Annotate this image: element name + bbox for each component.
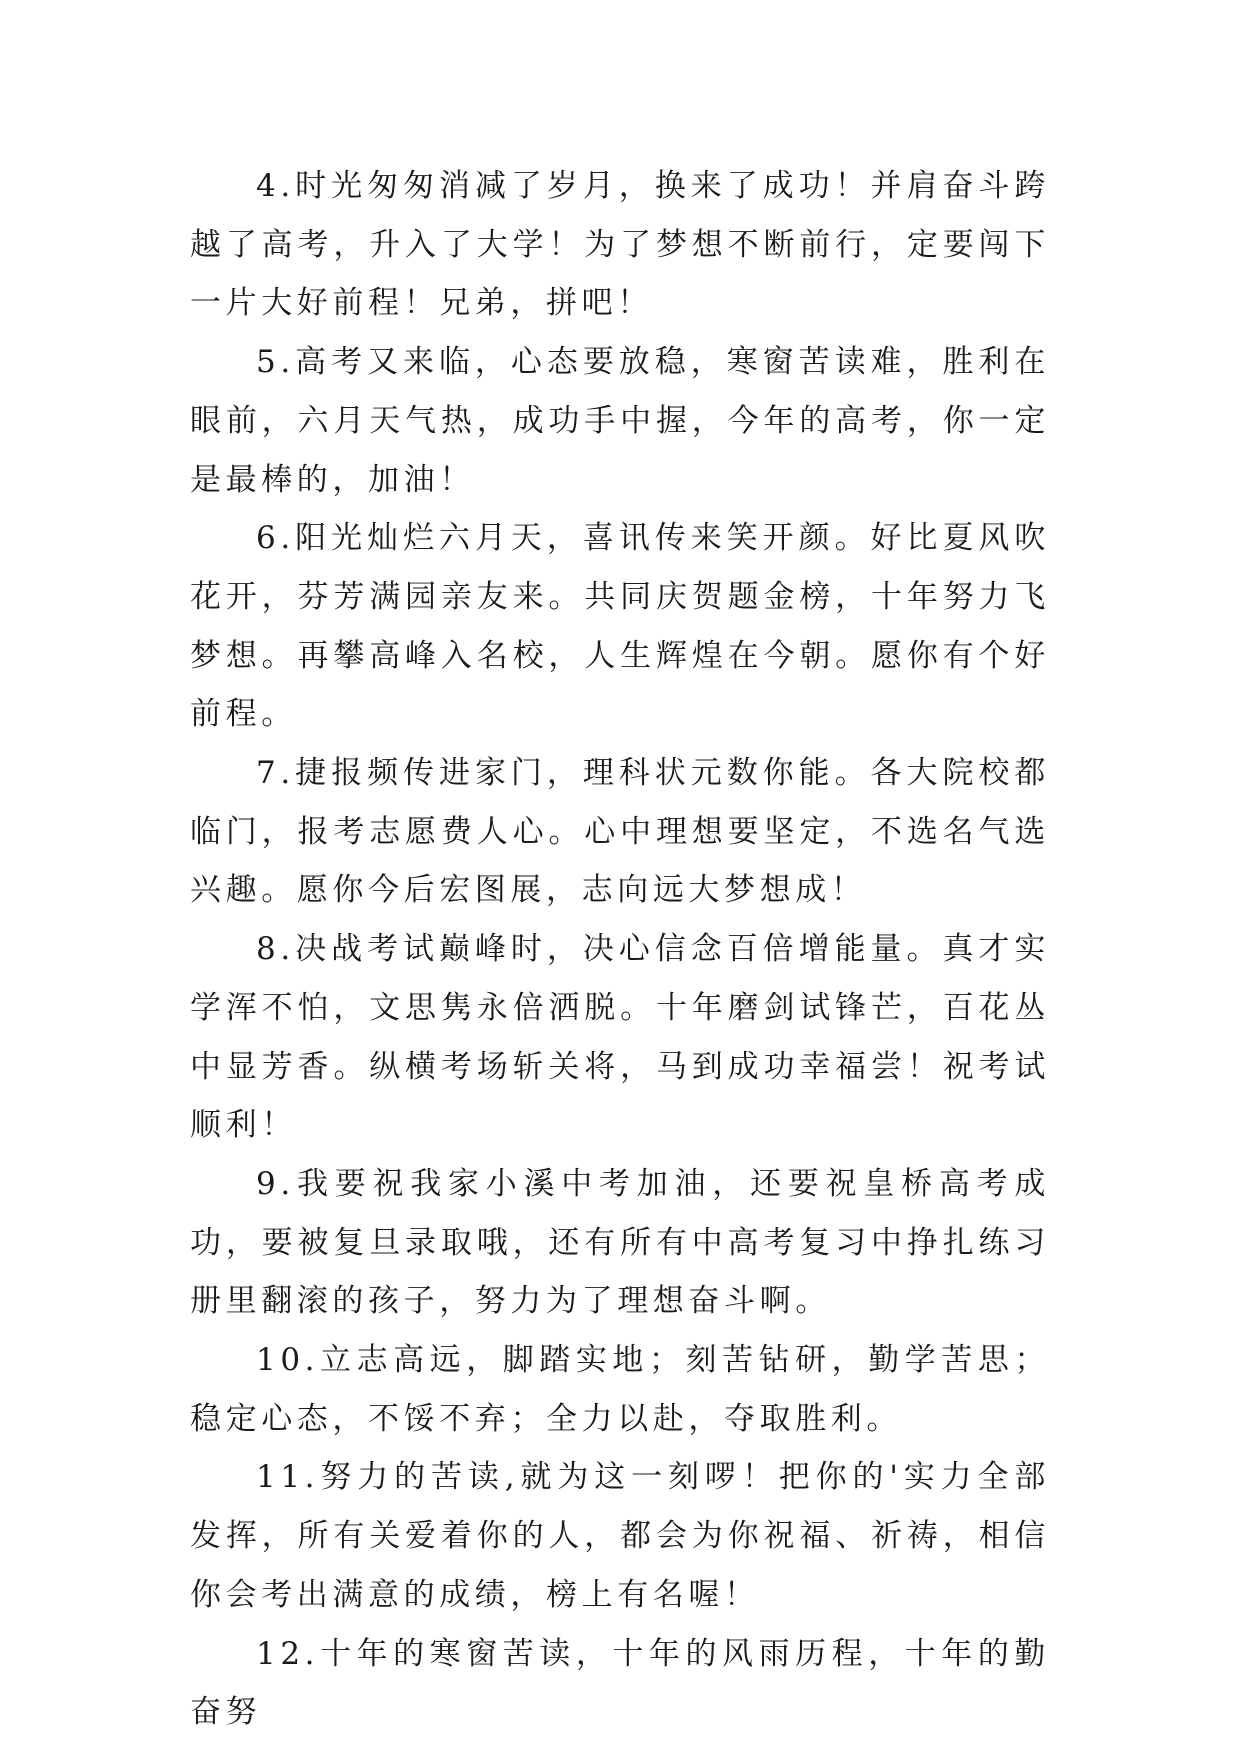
paragraph-11: 11.努力的苦读,就为这一刻啰！把你的'实力全部发挥，所有关爱着你的人，都会为你祝福、祈祷，相信你会考出满意的成绩，榜上有名喔！ — [190, 1459, 1050, 1613]
paragraph-10: 10.立志高远，脚踏实地；刻苦钻研，勤学苦思；稳定心态，不馁不弃；全力以赴，夺取胜利。 — [190, 1342, 1050, 1437]
paragraph-7: 7.捷报频传进家门，理科状元数你能。各大院校都临门，报考志愿费人心。心中理想要坚定，不选名气选兴趣。愿你今后宏图展，志向远大梦想成！ — [190, 755, 1050, 909]
paragraph-6: 6.阳光灿烂六月天，喜讯传来笑开颜。好比夏风吹花开，芬芳满园亲友来。共同庆贺题金榜，十年努力飞梦想。再攀高峰入名校，人生辉煌在今朝。愿你有个好前程。 — [190, 520, 1050, 733]
document-body — [190, 157, 1050, 1742]
paragraph-8: 8.决战考试巅峰时，决心信念百倍增能量。真才实学浑不怕，文思隽永倍洒脱。十年磨剑试锋芒，百花丛中显芳香。纵横考场斩关将，马到成功幸福尝！祝考试顺利！ — [190, 931, 1050, 1144]
paragraph-4: 4.时光匆匆消减了岁月，换来了成功！并肩奋斗跨越了高考，升入了大学！为了梦想不断前行，定要闯下一片大好前程！兄弟，拼吧！ — [190, 168, 1050, 322]
paragraph-12: 12.十年的寒窗苦读，十年的风雨历程，十年的勤奋努 — [190, 1635, 1050, 1731]
paragraph-9: 9.我要祝我家小溪中考加油，还要祝皇桥高考成功，要被复旦录取哦，还有所有中高考复习中挣扎练习册里翻滚的孩子，努力为了理想奋斗啊。 — [190, 1165, 1050, 1320]
paragraph-5: 5.高考又来临，心态要放稳，寒窗苦读难，胜利在眼前，六月天气热，成功手中握，今年的高考，你一定是最棒的，加油！ — [190, 344, 1050, 498]
